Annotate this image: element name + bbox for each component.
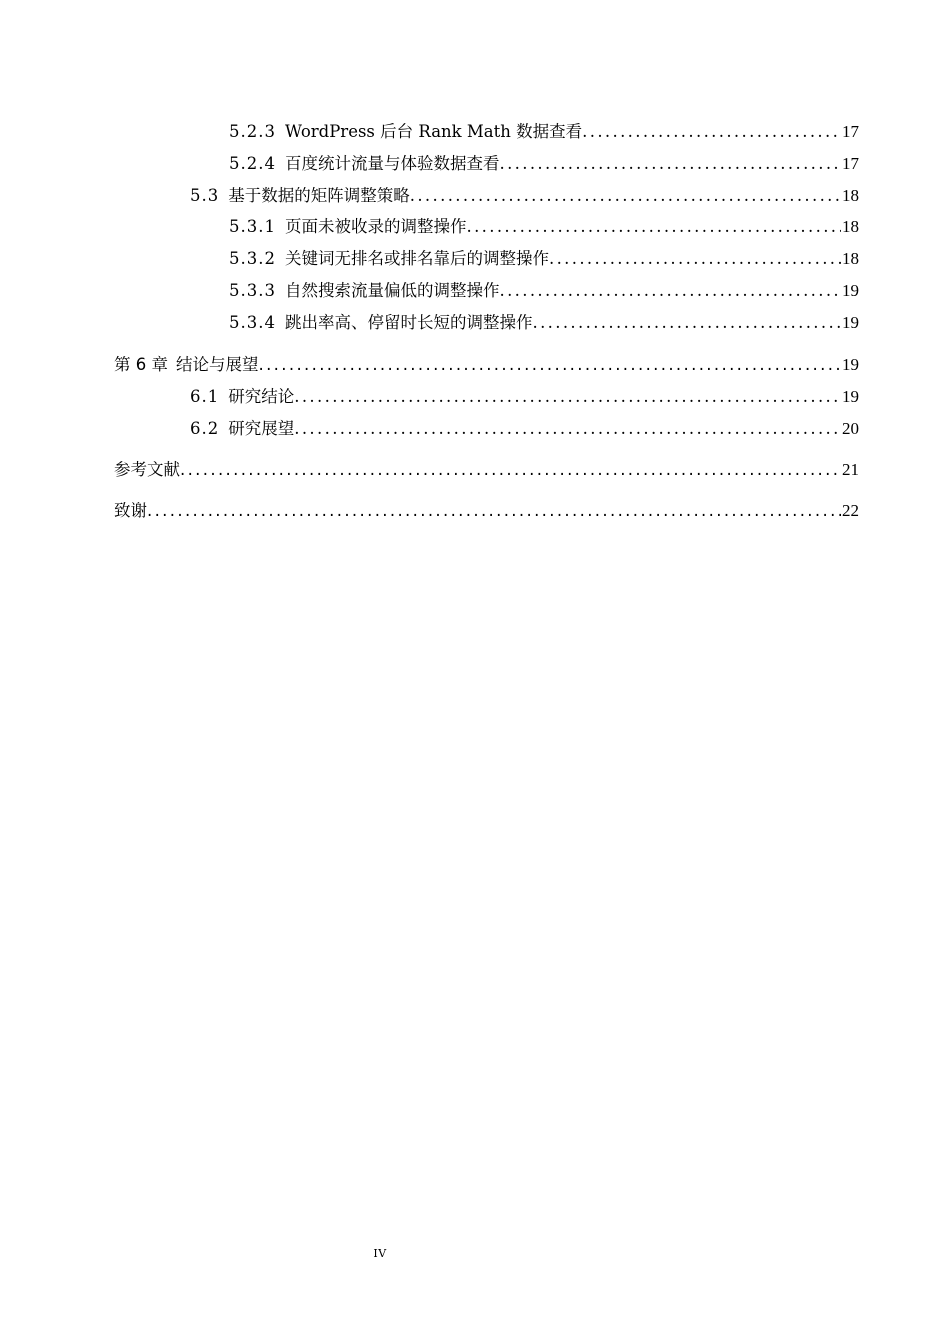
dot-leader xyxy=(180,458,841,482)
toc-entry-page: 18 xyxy=(842,249,859,268)
toc-entry-title: 基于数据的矩阵调整策略 xyxy=(228,186,410,205)
toc-entry-number: 5.3.2 xyxy=(229,249,276,268)
dot-leader xyxy=(499,279,841,303)
toc-entry-number: 5.2.4 xyxy=(229,154,276,173)
toc-entry-page: 19 xyxy=(842,355,859,374)
toc-entry-title: 结论与展望 xyxy=(176,355,259,374)
toc-entry-title: 自然搜索流量偏低的调整操作 xyxy=(284,281,500,300)
dot-leader xyxy=(294,385,841,409)
toc-entry-page: 22 xyxy=(842,501,859,520)
toc-entry-number: 6.2 xyxy=(190,419,220,438)
dot-leader xyxy=(410,184,841,208)
toc-entry-5-3-1[interactable] xyxy=(229,215,859,239)
toc-entry-title: WordPress 后台 Rank Math 数据查看 xyxy=(284,122,583,141)
dot-leader xyxy=(499,152,841,176)
toc-entry-number: 5.3.4 xyxy=(229,313,276,332)
toc-entry-title: 研究结论 xyxy=(228,387,295,406)
toc-entry-page: 18 xyxy=(842,217,859,236)
toc-entry-5-3-2[interactable] xyxy=(229,247,859,271)
toc-entry-page: 18 xyxy=(842,186,859,205)
toc-entry-page: 19 xyxy=(842,387,859,406)
toc-entry-page: 19 xyxy=(842,281,859,300)
toc-entry-5-2-4[interactable] xyxy=(229,152,859,176)
toc-entry-title: 跳出率高、停留时长短的调整操作 xyxy=(284,313,533,332)
toc-entry-page: 21 xyxy=(842,460,859,479)
toc-entry-title: 百度统计流量与体验数据查看 xyxy=(284,154,500,173)
toc-entry-acknowledgements[interactable] xyxy=(114,499,859,523)
toc-entry-page: 19 xyxy=(842,313,859,332)
toc-entry-number: 6.1 xyxy=(190,387,220,406)
toc-entry-number: 5.3.1 xyxy=(229,217,276,236)
toc-entry-title: 参考文献 xyxy=(114,460,180,479)
toc-entry-6-1[interactable] xyxy=(190,385,859,409)
toc-entry-5-2-3[interactable] xyxy=(229,120,859,144)
toc-entry-5-3[interactable] xyxy=(190,184,859,208)
toc-entry-number: 第 6 章 xyxy=(114,355,168,374)
toc-entry-number: 5.3.3 xyxy=(229,281,276,300)
dot-leader xyxy=(466,215,841,239)
dot-leader xyxy=(147,499,841,523)
toc-entry-title: 页面未被收录的调整操作 xyxy=(284,217,467,236)
toc-entry-page: 20 xyxy=(842,419,859,438)
dot-leader xyxy=(549,247,841,271)
page-number-footer: IV xyxy=(373,1247,387,1260)
toc-entry-5-3-3[interactable] xyxy=(229,279,859,303)
toc-entry-number: 5.2.3 xyxy=(229,122,276,141)
dot-leader xyxy=(582,120,841,144)
toc-entry-5-3-4[interactable] xyxy=(229,311,859,335)
toc-entry-6-2[interactable] xyxy=(190,417,859,441)
toc-entry-chapter-6[interactable] xyxy=(114,353,859,377)
toc-entry-page: 17 xyxy=(842,122,859,141)
toc-entry-number: 5.3 xyxy=(190,186,220,205)
toc-entry-title: 研究展望 xyxy=(228,419,295,438)
toc-entry-references[interactable] xyxy=(114,458,859,482)
toc-entry-title: 致谢 xyxy=(114,501,147,520)
dot-leader xyxy=(294,417,841,441)
toc-entry-page: 17 xyxy=(842,154,859,173)
dot-leader xyxy=(532,311,841,335)
dot-leader xyxy=(259,353,842,377)
toc-entry-title: 关键词无排名或排名靠后的调整操作 xyxy=(284,249,549,268)
